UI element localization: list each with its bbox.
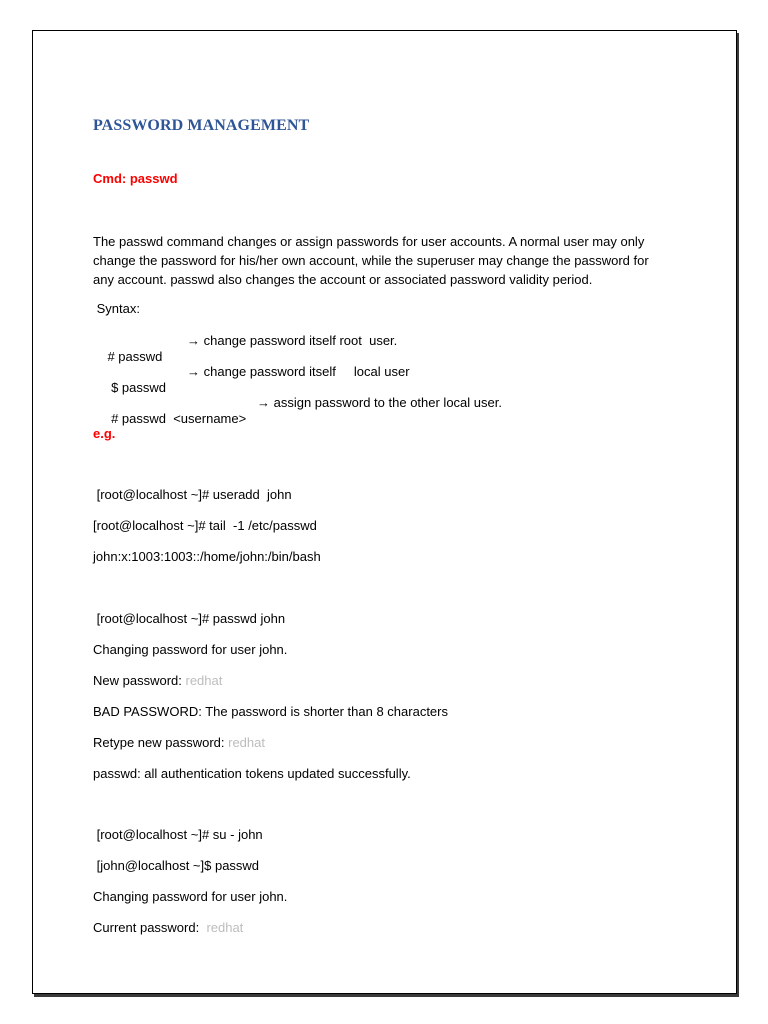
terminal-line: BAD PASSWORD: The password is shorter than 8 characters — [93, 704, 448, 719]
syntax-command: # passwd — [107, 349, 163, 364]
new-password-label: New password: — [93, 673, 186, 688]
syntax-description: → change password itself root user. — [187, 333, 398, 348]
syntax-description: → change password itself local user — [187, 364, 410, 379]
syntax-command: # passwd <username> — [107, 411, 247, 426]
syntax-description: → assign password to the other local user. — [257, 395, 502, 410]
terminal-line: passwd: all authentication tokens updated successfully. — [93, 766, 411, 781]
terminal-line: [john@localhost ~]$ passwd — [93, 858, 260, 873]
current-password-label: Current password: — [93, 920, 207, 935]
page-title: PASSWORD MANAGEMENT — [93, 117, 310, 134]
terminal-line — [93, 920, 243, 936]
document-page — [32, 30, 737, 994]
example-label: e.g. — [93, 426, 116, 441]
terminal-line — [93, 735, 265, 751]
terminal-line: Changing password for user john. — [93, 642, 288, 657]
terminal-line — [93, 673, 222, 689]
retype-password-value: redhat — [228, 735, 265, 750]
syntax-label: Syntax: — [93, 301, 140, 316]
command-label: Cmd: passwd — [93, 171, 178, 186]
new-password-value: redhat — [185, 673, 223, 688]
description-paragraph: The passwd command changes or assign passwords for user accounts. A normal user may only change the password for his/her own account, while the superuser may change the password for any account. passwd also changes the account or associated password validity period. — [93, 234, 649, 287]
terminal-line: [root@localhost ~]# tail -1 /etc/passwd — [93, 518, 317, 533]
terminal-line: Changing password for user john. — [93, 889, 288, 904]
terminal-line: [root@localhost ~]# su - john — [93, 827, 263, 842]
terminal-line: [root@localhost ~]# useradd john — [93, 487, 292, 502]
retype-password-label: Retype new password: — [93, 735, 229, 750]
terminal-line: [root@localhost ~]# passwd john — [93, 611, 286, 626]
syntax-line — [93, 395, 246, 443]
syntax-command: $ passwd — [107, 380, 166, 395]
terminal-line: john:x:1003:1003::/home/john:/bin/bash — [93, 549, 321, 564]
current-password-value: redhat — [206, 920, 244, 935]
